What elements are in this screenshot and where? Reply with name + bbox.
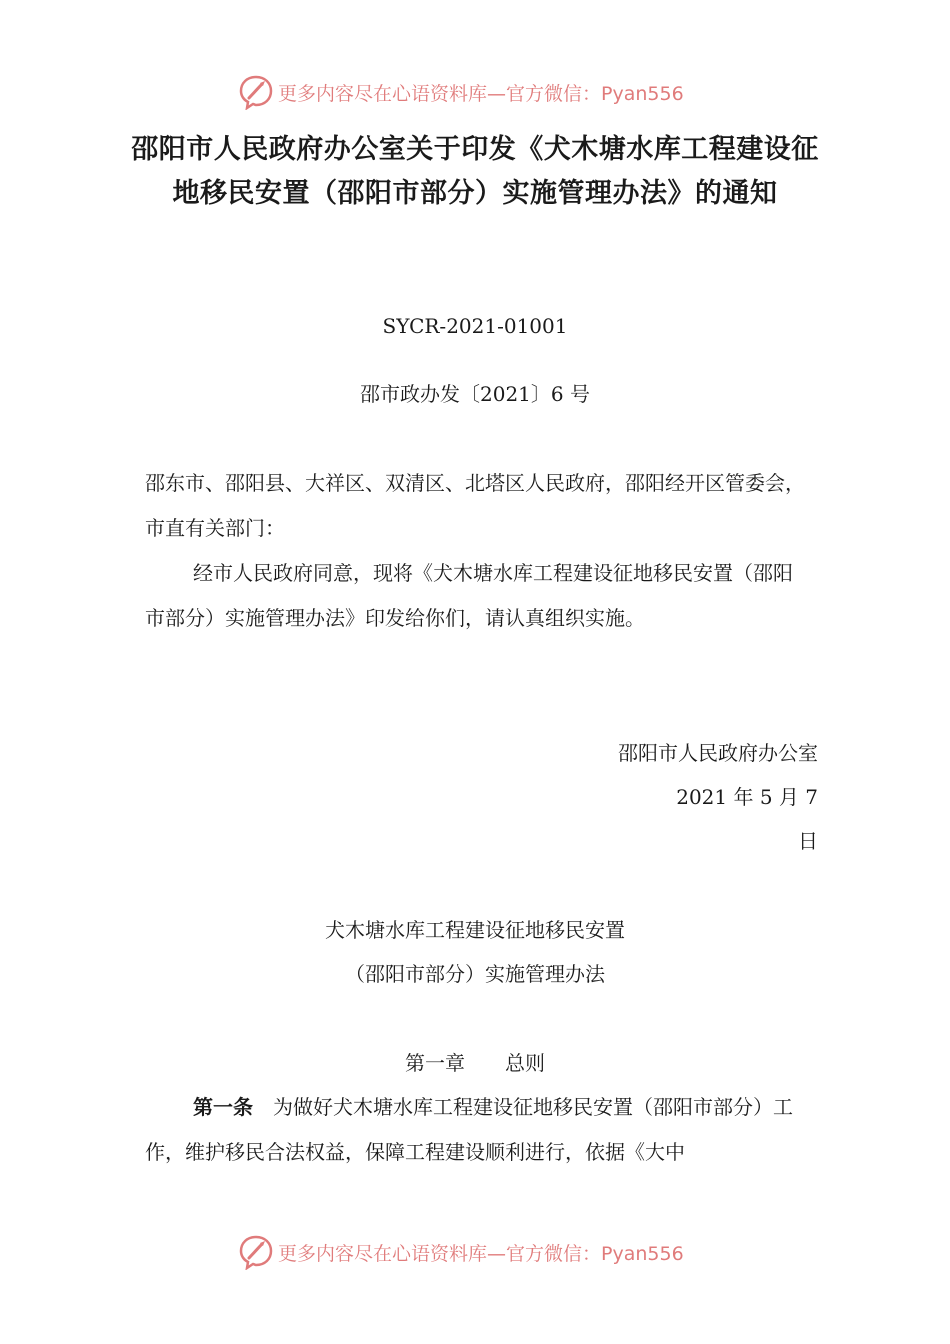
attachment-title-line1: 犬木塘水库工程建设征地移民安置 [325,918,625,942]
article-1-text: 为做好犬木塘水库工程建设征地移民安置（邵阳市部分）工作，维护移民合法权益，保障工程建设顺利进行，依据《大中 [145,1095,793,1164]
issue-date: 2021 年 5 月 7 [676,785,818,809]
body-paragraph: 经市人民政府同意，现将《犬木塘水库工程建设征地移民安置（邵阳市部分）实施管理办法》印发给你们，请认真组织实施。 [145,561,793,630]
watermark-id: Pyan556 [601,1242,684,1265]
document-code: SYCR-2021-01001 [382,314,568,338]
issue-date-day: 日 [798,829,818,853]
article-1 [145,1085,805,1175]
document-number: 邵市政办发〔2021〕6 号 [360,382,590,406]
issuer: 邵阳市人民政府办公室 [618,741,818,765]
speech-bubble-brush-icon [238,74,274,110]
watermark-id: Pyan556 [601,82,684,105]
recipients: 邵东市、邵阳县、大祥区、双清区、北塔区人民政府，邵阳经开区管委会，市直有关部门： [145,471,805,540]
watermark-bottom [238,1234,684,1270]
document-title: 邵阳市人民政府办公室关于印发《犬木塘水库工程建设征地移民安置（邵阳市部分）实施管理办法》的通知 [131,134,819,209]
watermark-text: 更多内容尽在心语资料库—官方微信： [278,82,602,105]
speech-bubble-brush-icon [238,1234,274,1270]
watermark-text: 更多内容尽在心语资料库—官方微信： [278,1242,602,1265]
attachment-title-line2: （邵阳市部分）实施管理办法 [345,962,605,986]
chapter-heading: 第一章 总则 [405,1051,545,1075]
article-1-label: 第一条 [193,1095,253,1119]
watermark-top [238,74,684,110]
